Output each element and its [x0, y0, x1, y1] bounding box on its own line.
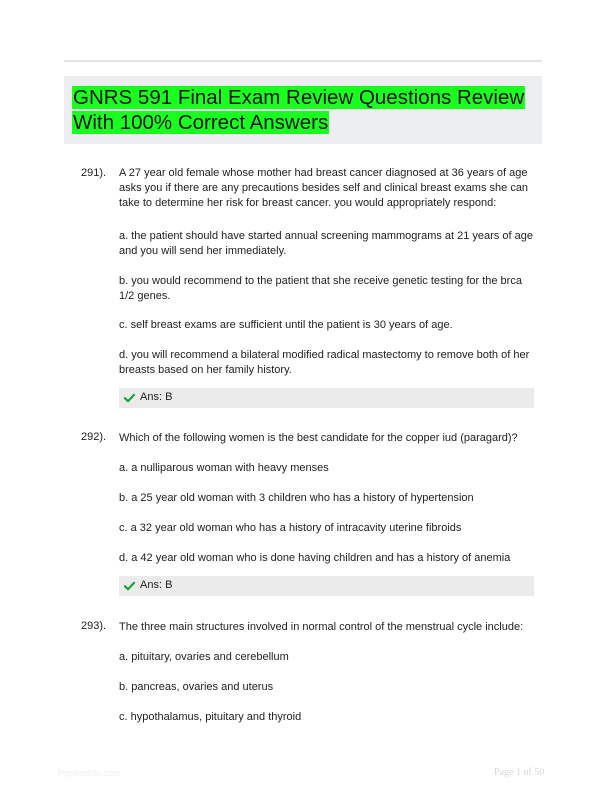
- footer-site: Paperbible.com: [58, 768, 121, 778]
- answer-box: [119, 576, 534, 596]
- option-a: a. the patient should have started annual screening mammograms at 21 years of age and you will send her immediately.: [119, 230, 533, 258]
- option-c: c. a 32 year old woman who has a history of intracavity uterine fibroids: [119, 522, 462, 534]
- option-b: b. a 25 year old woman with 3 children who has a history of hypertension: [119, 492, 474, 504]
- check-icon: [124, 393, 135, 403]
- option-a: a. a nulliparous woman with heavy menses: [119, 462, 329, 474]
- question-text: Which of the following women is the best candidate for the copper iud (paragard)?: [119, 432, 518, 444]
- page-number: Page 1 of 50: [494, 767, 545, 778]
- top-divider: [64, 60, 542, 62]
- option-b: b. pancreas, ovaries and uterus: [119, 681, 274, 693]
- option-d: d. you will recommend a bilateral modified radical mastectomy to remove both of her breasts based on her family history.: [119, 349, 530, 377]
- option-b: b. you would recommend to the patient that she receive genetic testing for the brca 1/2 genes.: [119, 275, 522, 303]
- option-a: a. pituitary, ovaries and cerebellum: [119, 651, 289, 663]
- option-d: d. a 42 year old woman who is done having children and has a history of anemia: [119, 552, 511, 564]
- option-c: c. hypothalamus, pituitary and thyroid: [119, 711, 302, 723]
- answer-text: Ans: B: [140, 579, 173, 591]
- title-line-1: GNRS 591 Final Exam Review Questions Review: [73, 86, 525, 109]
- answer-text: Ans: B: [140, 391, 173, 403]
- question-number: 292).: [81, 431, 107, 443]
- question-number: 293).: [81, 620, 107, 632]
- question-text: The three main structures involved in normal control of the menstrual cycle include:: [119, 621, 524, 633]
- page-title: [72, 85, 525, 135]
- check-icon: [124, 581, 135, 591]
- title-banner: [64, 76, 542, 144]
- answer-box: [119, 388, 534, 408]
- title-line-2: With 100% Correct Answers: [73, 111, 329, 134]
- option-c: c. self breast exams are sufficient until the patient is 30 years of age.: [119, 319, 453, 331]
- question-number: 291).: [81, 167, 107, 179]
- question-text: A 27 year old female whose mother had breast cancer diagnosed at 36 years of age asks you if there are any precautions besides self and clinical breast exams she can take to determine her risk for breast cancer. you would appropriately respond:: [119, 167, 529, 210]
